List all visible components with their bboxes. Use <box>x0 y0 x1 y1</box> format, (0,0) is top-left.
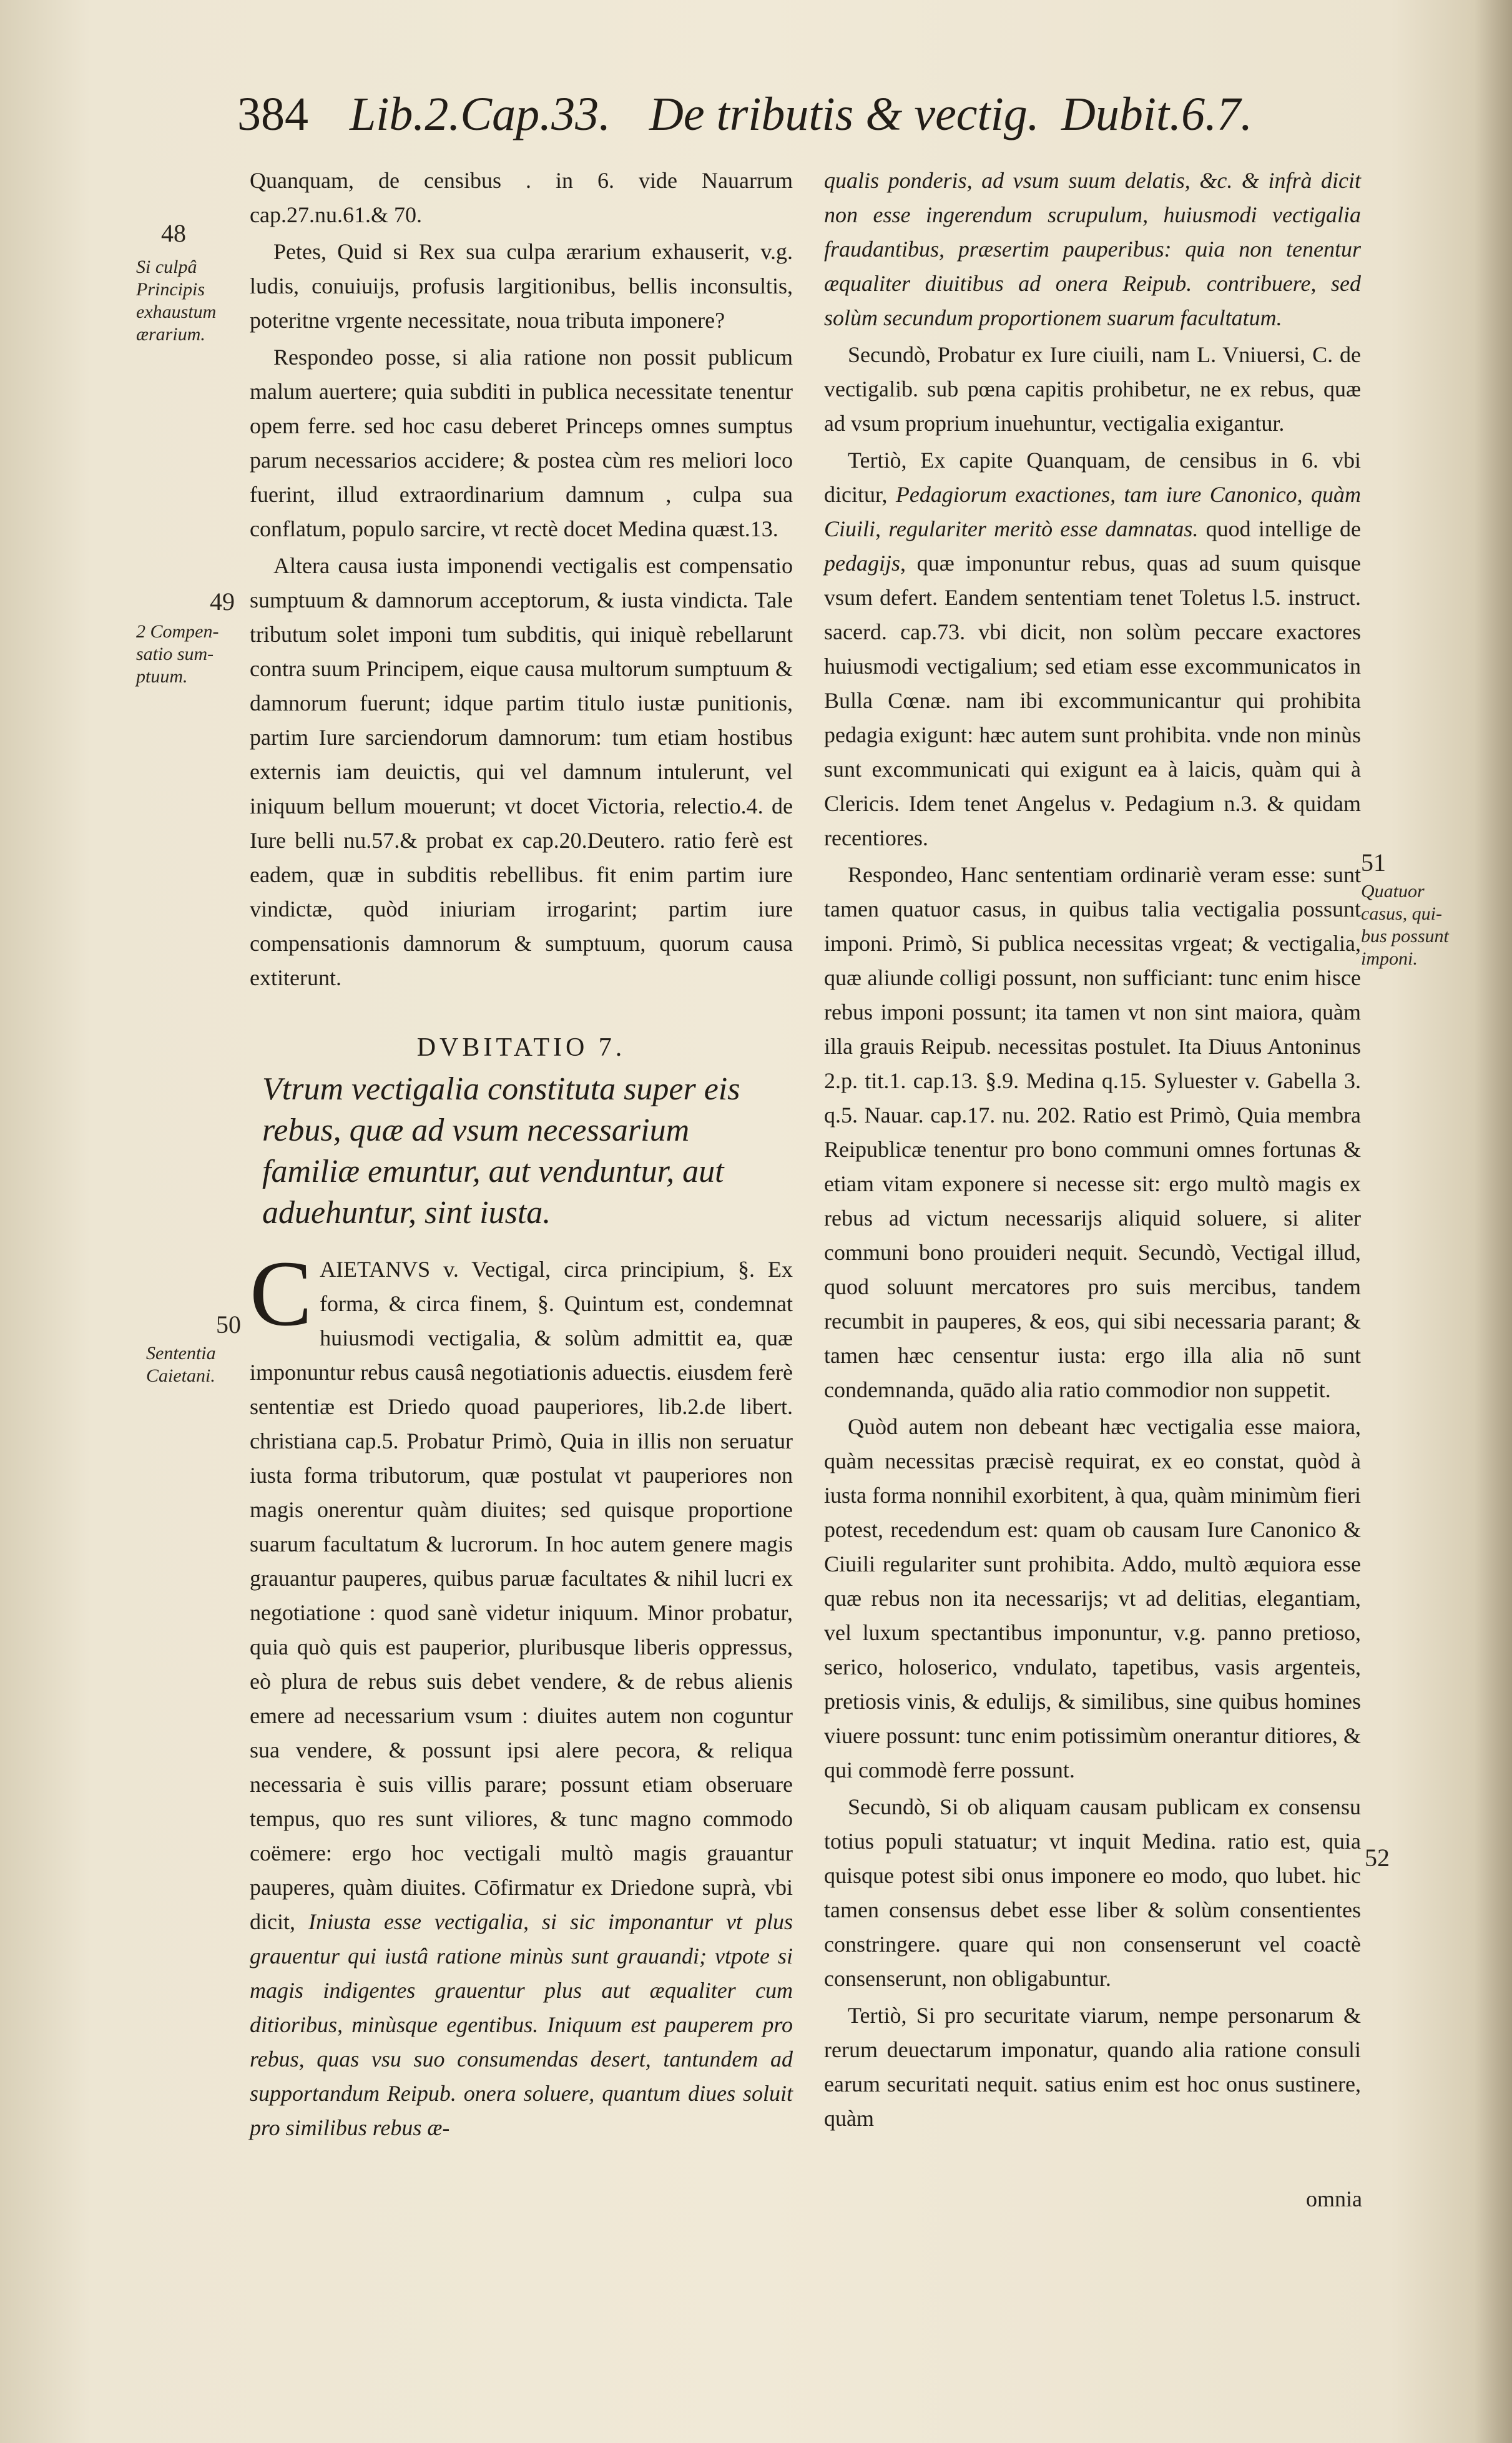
margin-number-49: 49 <box>210 587 235 616</box>
header-dubit: Dubit.6.7. <box>1061 88 1253 140</box>
paragraph-text: , quæ imponuntur rebus, quas ad suum quisque vsum defert. Eandem sententiam tenet Toletus l.5. instruct. sacerd. cap.73. vbi dicit, non solùm peccare exactores huiusmodi vectigalium; sed etiam esse excommunicatos in Bulla Cœnæ. nam ibi excommunicantur qui prohibita pedagia exigunt: hæc autem sunt prohibita. vnde non minùs sunt excommunicati qui exigunt ea à laicis, quàm qui à Clericis. Idem tenet Angelus v. Pedagium n.3. & quidam recentiores. <box>824 551 1361 850</box>
paragraph-text: quod intellige de <box>1205 516 1361 541</box>
paragraph-text: Tertiò, Ex capite Quanquam, de censibus in 6. vbi dicitur, <box>824 448 1361 507</box>
right-column <box>824 164 1361 2138</box>
margin-note-48 <box>136 256 216 346</box>
paragraph: Tertiò, Si pro securitate viarum, nempe personarum & rerum deuectarum imponatur, quando alia ratione consuli earum securitati nequit. satius enim est hoc onus sustinere, quàm <box>824 2003 1361 2131</box>
paragraph <box>250 1242 793 2145</box>
drop-cap: C <box>250 1242 313 1345</box>
paragraph-italic: Iniusta esse vectigalia, si sic imponantur vt plus grauentur qui iustâ ratione minùs sunt grauandi; vtpote si magis indigentes grauentur plus aut æqualiter cum ditioribus, minùsque egentibus. Iniquum est pauperem pro rebus, quas vsu suo consumendas desert, tantundem ad supportandum Reipub. onera soluere, quantum diues soluit pro similibus rebus æ- <box>250 1909 793 2140</box>
paragraph: Quanquam, de censibus . in 6. vide Nauarrum cap.27.nu.61.& 70. <box>250 168 793 227</box>
margin-note-line: ptuum. <box>136 666 188 687</box>
paragraph: Secundò, Probatur ex Iure ciuili, nam L. Vniuersi, C. de vectigalib. sub pœna capitis prohibetur, ne ex rebus, quæ ad vsum proprium inuehuntur, vectigalia exigantur. <box>824 342 1361 436</box>
margin-note-line: ærarium. <box>136 324 205 345</box>
left-column <box>250 164 793 2148</box>
paragraph-italic: Pedagiorum exactiones, tam iure Canonico, quàm Ciuili, regulariter meritò esse damnatas. <box>824 482 1361 541</box>
paragraph-text: AIETANVS v. Vectigal, circa principium, §. Ex forma, & circa finem, §. Quintum est, condemnat huiusmodi vectigalia, & solùm admittit ea, quæ imponuntur rebus causâ negotiationis aduectis. eiusdem ferè sententiæ est Driedo quoad pauperiores, lib.2.de libert. christiana cap.5. Probatur Primò, Quia in illis non seruatur iusta forma tributorum, quæ postulat vt pauperiores non magis onerentur quàm diuites; sed quisque proportione suarum facultatum & lucrorum. In hoc autem genere magis grauantur pauperes, quibus paruæ facultates & nihil lucri ex negotiatione : quod sanè videtur iniquum. Minor probatur, quia quò quis est pauperior, pluribusque liberis oppressus, eò plura de rebus suis debet vendere, & de rebus alienis emere ad necessarium vsum : diuites autem non coguntur sua vendere, & possunt ipsi alere pecora, & reliqua necessaria è suis villis parare; possunt etiam obseruare tempus, quo res sunt viliores, & tunc magno commodo coëmere: ergo hoc vectigali multò magis grauantur pauperes, quàm diuites. Cōfirmatur ex Driedone suprà, vbi dicit, <box>250 1257 793 1934</box>
paragraph: Petes, Quid si Rex sua culpa ærarium exhauserit, v.g. ludis, conuiuijs, profusis largitionibus, bellis inconsultis, poteritne vrgente necessitate, noua tributa imponere? <box>250 239 793 333</box>
header-book-chapter: Lib.2.Cap.33. <box>350 88 611 140</box>
margin-note-line: Si culpâ <box>136 257 197 277</box>
margin-number-52: 52 <box>1365 1844 1390 1872</box>
paragraph: Quòd autem non debeant hæc vectigalia esse maiora, quàm necessitas præcisè requirat, ex eo constat, quòd à iusta forma nonnihil exorbitent, à qua, quàm minimùm fieri potest, recedendum est: quam ob causam Iure Canonico & Ciuili regulariter sunt prohibita. Addo, multò æquiora esse quæ rebus non ita necessarijs; vt ad delitias, elegantiam, vel luxum spectantibus imponuntur, v.g. panno pretioso, serico, holoserico, vndulato, tapetibus, vasis argenteis, pretiosis vinis, & edulijs, & similibus, sine quibus homines viuere possunt: tunc enim potissimùm onerantur ditiores, & qui commodè ferre possunt. <box>824 1414 1361 1782</box>
paragraph-italic: pedagijs <box>824 551 900 576</box>
margin-note-line: Sententia <box>146 1343 216 1364</box>
header-topic: De tributis & vectig. <box>649 88 1039 140</box>
paragraph <box>824 443 1361 855</box>
margin-note-line: casus, qui- <box>1361 903 1442 924</box>
margin-note-line: Principis <box>136 279 205 300</box>
margin-number-50: 50 <box>216 1310 241 1339</box>
margin-note-line: 2 Compen- <box>136 621 219 642</box>
question-title: Vtrum vectigalia constituta super eis rebus, quæ ad vsum necessarium familiæ emuntur, aut venduntur, aut aduehuntur, sint iusta. <box>262 1071 740 1231</box>
section-heading: DVBITATIO 7. <box>416 1033 626 1062</box>
paragraph: Secundò, Si ob aliquam causam publicam ex consensu totius populi statuatur; vt inquit Medina. ratio est, quia quisque potest sibi onus imponere eo modo, quo lubet. hic tamen consensus debet esse liber & solùm consentientes constringere. quare qui non consenserunt vel coactè consenserunt, non obligabuntur. <box>824 1794 1361 1991</box>
page-number: 384 <box>237 88 308 140</box>
running-header <box>237 87 1286 156</box>
margin-note-line: exhaustum <box>136 302 217 322</box>
margin-note-line: bus possunt <box>1361 926 1449 946</box>
margin-note-line: Caietani. <box>146 1365 215 1386</box>
paragraph: Respondeo posse, si alia ratione non possit publicum malum auertere; quia subditi in publica necessitate tenentur opem ferre. sed hoc casu deberet Princeps omnes sumptus parum necessarios accidere; & postea cùm res meliori loco fuerint, illud extraordinarium damnum , culpa sua conflatum, populo sarcire, vt rectè docet Medina quæst.13. <box>250 345 793 541</box>
paragraph-italic: qualis ponderis, ad vsum suum delatis, &c. & infrà dicit non esse ingerendum scrupulum, huiusmodi vectigalia fraudantibus, præsertim pauperibus: quia non tenentur æqualiter diuitibus ad onera Reipub. contribuere, sed solùm secundum proportionem suarum facultatum. <box>824 168 1361 330</box>
margin-note-line: satio sum- <box>136 644 214 664</box>
margin-note-49 <box>136 621 218 688</box>
margin-note-51 <box>1361 880 1467 970</box>
margin-note-line: Quatuor <box>1361 881 1425 902</box>
margin-note-line: imponi. <box>1361 948 1418 969</box>
paragraph: Altera causa iusta imponendi vectigalis est compensatio sumptuum & damnorum acceptorum, & iusta vindicta. Tale tributum solet imponi tum subditis, qui iniquè rebellarunt contra suum Principem, eique causa multorum sumptuum & damnorum fuerunt; idque partim titulo iustæ punitionis, partim Iure sarciendorum damnorum: tum etiam hostibus externis iam deuictis, qui vel damnum intulerunt, vel iniquum bellum mouerunt; vt docet Victoria, relectio.4. de Iure belli nu.57.& probat ex cap.20.Deutero. ratio ferè est eadem, quæ in subditis rebellibus. fit enim partim iure vindictæ, quòd iniuriam irrogarint; partim iure compensationis damnorum & sumptuum, quorum causa extiterunt. <box>250 553 793 990</box>
page-edge-shadow <box>1475 0 1512 2443</box>
margin-number-48: 48 <box>161 219 186 247</box>
margin-number-51: 51 <box>1361 848 1386 877</box>
catchword: omnia <box>1306 2186 1362 2211</box>
margin-note-50 <box>146 1342 216 1387</box>
paragraph: Respondeo, Hanc sententiam ordinariè veram esse: sunt tamen quatuor casus, in quibus talia vectigalia possunt imponi. Primò, Si publica necessitas vrgeat; & vectigalia, quæ aliunde colligi possunt, non sufficiant: tunc enim hisce rebus imponi possunt; ita tamen vt non sint maiora, quàm illa grauis Reipub. necessitas postulet. Ita Diuus Antoninus 2.p. tit.1. cap.13. §.9. Medina q.15. Syluester v. Gabella 3. q.5. Nauar. cap.17. nu. 202. Ratio est Primò, Quia membra Reipublicæ tenentur pro bono communi omnes fortunas & etiam vitam exponere si necesse sit: ergo multò magis ex rebus ad victum necessarijs aliquid soluere, si aliter communi bono prouideri nequit. Secundò, Vectigal illud, quod soluunt mercatores pro suis mercibus, tandem recumbit in pauperes, & eos, qui sibi necessaria parant; & tamen hæc censentur iusta: ergo illa alia nō sunt condemnanda, quādo alia ratio commodior non suppetit. <box>824 862 1361 1402</box>
